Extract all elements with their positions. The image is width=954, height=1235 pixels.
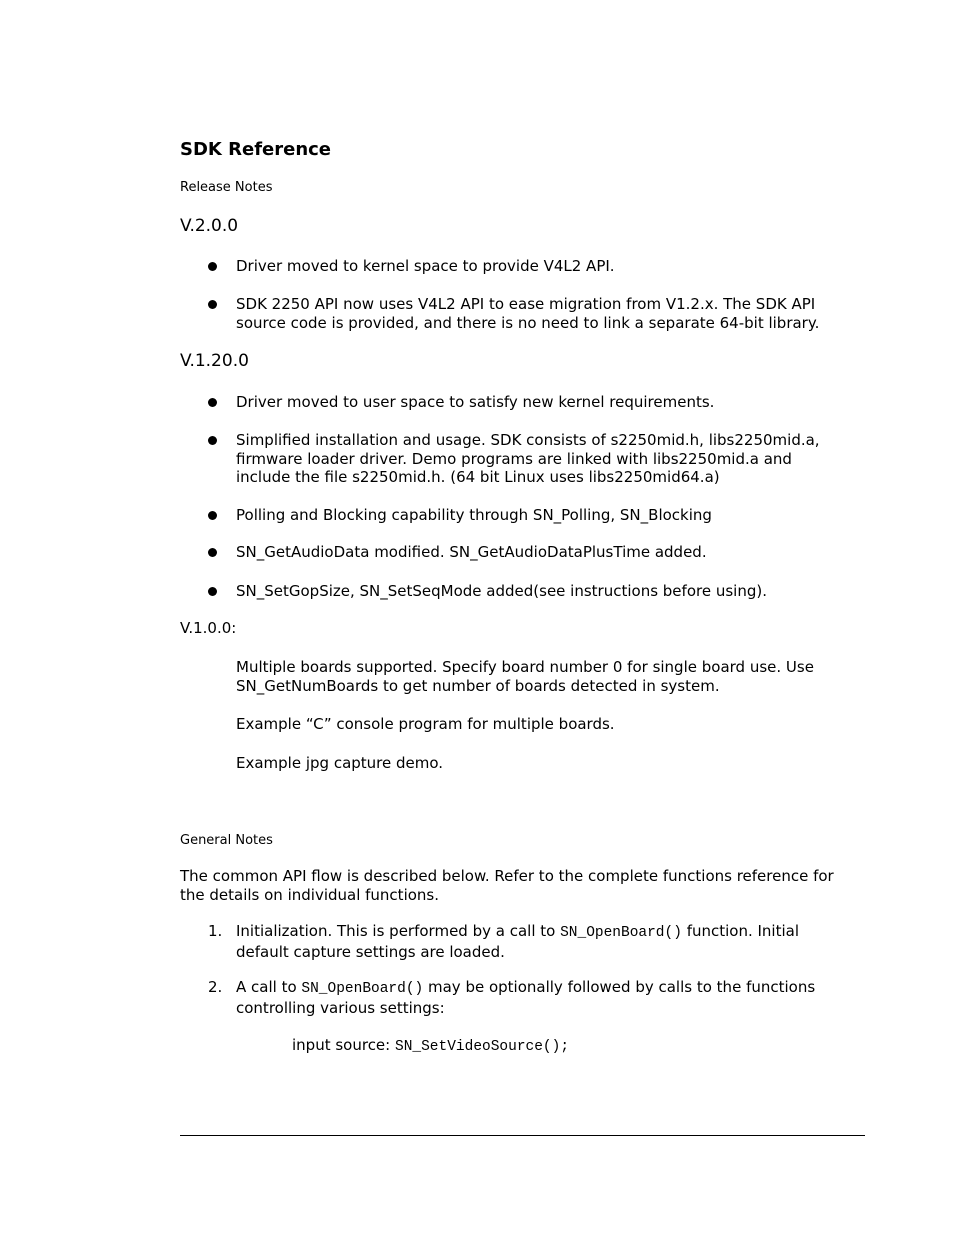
- list-item-text: Simplified installation and usage. SDK consists of s2250mid.h, libs2250mid.a,: [236, 431, 820, 449]
- list-item: [236, 257, 615, 276]
- list-item-text: Driver moved to kernel space to provide V4L2 API.: [236, 257, 615, 275]
- list-item-text: SN_GetAudioData modified. SN_GetAudioDataPlusTime added.: [236, 543, 707, 561]
- list-item: [236, 506, 712, 525]
- list-item-text: SDK 2250 API now uses V4L2 API to ease migration from V1.2.x. The SDK API: [236, 295, 816, 313]
- step-text: Initialization. This is performed by a call to: [236, 922, 561, 940]
- code-snippet: SN_OpenBoard(): [301, 981, 424, 997]
- list-item-text: SN_SetGopSize, SN_SetSeqMode added(see instructions before using).: [236, 582, 767, 600]
- version-heading-v200: V.2.0.0: [180, 216, 239, 236]
- footer-rule: [180, 1135, 865, 1136]
- paragraph: [236, 715, 615, 734]
- paragraph: [236, 658, 814, 695]
- list-item-text: include the file s2250mid.h. (64 bit Linux uses libs2250mid64.a): [236, 468, 720, 486]
- list-item: [236, 393, 714, 412]
- step-line: controlling various settings:: [236, 998, 445, 1017]
- version-heading-v1200: V.1.20.0: [180, 351, 249, 371]
- input-source-label: input source:: [292, 1036, 395, 1054]
- paragraph: [236, 754, 443, 773]
- release-notes-heading: Release Notes: [180, 180, 273, 195]
- intro-paragraph: [180, 867, 834, 904]
- bullet-icon: [208, 436, 217, 445]
- paragraph-text: SN_GetNumBoards to get number of boards detected in system.: [236, 676, 720, 695]
- input-source-line: [292, 1036, 569, 1057]
- step-line: [236, 978, 815, 999]
- step-line: [236, 922, 799, 943]
- bullet-icon: [208, 262, 217, 271]
- step-item: [236, 922, 799, 961]
- code-snippet: SN_SetVideoSource();: [395, 1039, 570, 1055]
- step-line: default capture settings are loaded.: [236, 942, 505, 961]
- step-number: 2.: [208, 978, 223, 996]
- step-item: [236, 978, 815, 1017]
- list-item: [236, 295, 819, 332]
- list-item-text: Polling and Blocking capability through SN_Polling, SN_Blocking: [236, 506, 712, 524]
- paragraph-text: Example jpg capture demo.: [236, 754, 444, 772]
- code-snippet: SN_OpenBoard(): [560, 925, 682, 941]
- list-item-text: Driver moved to user space to satisfy new kernel requirements.: [236, 393, 715, 411]
- version-heading-v100: V.1.0.0:: [180, 619, 237, 637]
- bullet-icon: [208, 587, 217, 596]
- paragraph-text: Example “C” console program for multiple boards.: [236, 715, 615, 733]
- list-item: [236, 543, 707, 562]
- step-text: A call to: [236, 978, 302, 996]
- page-title: SDK Reference: [180, 139, 332, 160]
- paragraph-text: the details on individual functions.: [180, 885, 439, 904]
- step-number: 1.: [208, 922, 223, 940]
- bullet-icon: [208, 548, 217, 557]
- list-item-text: firmware loader driver. Demo programs are linked with libs2250mid.a and: [236, 449, 792, 468]
- list-item: [236, 431, 820, 487]
- bullet-icon: [208, 300, 217, 309]
- paragraph-text: The common API flow is described below. Refer to the complete functions reference for: [180, 867, 834, 885]
- list-item: [236, 582, 767, 601]
- bullet-icon: [208, 398, 217, 407]
- list-item-text: source code is provided, and there is no need to link a separate 64-bit library.: [236, 313, 820, 332]
- step-text: function. Initial: [681, 922, 800, 940]
- paragraph-text: Multiple boards supported. Specify board number 0 for single board use. Use: [236, 658, 814, 676]
- step-text: may be optionally followed by calls to the functions: [423, 978, 816, 996]
- bullet-icon: [208, 511, 217, 520]
- general-notes-heading: General Notes: [180, 833, 273, 848]
